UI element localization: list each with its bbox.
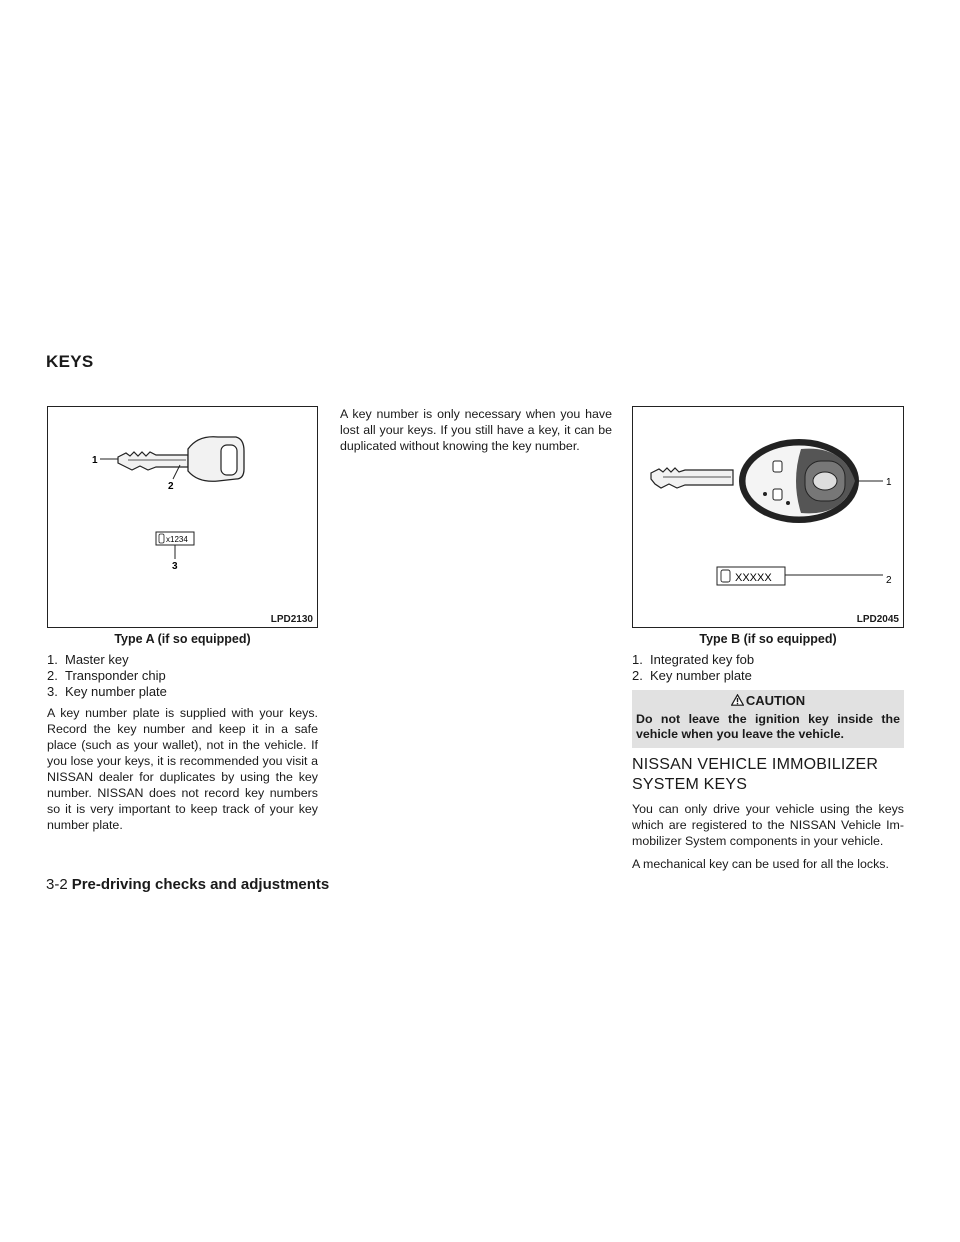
callout-list-b	[632, 652, 754, 684]
section-title: KEYS	[46, 352, 94, 371]
callout-2: 2	[168, 481, 174, 492]
callout-3: 3	[172, 561, 178, 572]
figure-caption: Type B (if so equipped)	[699, 632, 837, 646]
callout-2: 2	[886, 575, 892, 586]
plate-number-a: x1234	[166, 535, 188, 544]
list-item: 2. Key number plate	[632, 668, 752, 683]
callout-1: 1	[886, 477, 892, 488]
callout-list-a	[47, 652, 167, 700]
figure-code: LPD2130	[270, 614, 313, 625]
page-footer	[46, 876, 329, 893]
list-item: 2. Transponder chip	[47, 668, 166, 683]
master-key-illustration	[48, 407, 317, 627]
figure-caption: Type A (if so equipped)	[114, 632, 251, 646]
caution-box	[632, 690, 904, 748]
key-plate-paragraph: A key number plate is supplied with your keys. Record the key number and keep it in a safe place (such as your wallet), not in the vehicle. If you lose your keys, it is recommended you visit a NISSAN dealer for duplicates by using the key number. NISSAN does not record key numbers so it is very important to keep track of your key number plate.	[47, 706, 318, 832]
caution-text: Do not leave the ignition key inside the vehicle when you leave the vehicle.	[636, 712, 900, 741]
list-item: 3. Key number plate	[47, 684, 167, 699]
figure-type-b	[632, 406, 904, 628]
immobilizer-paragraph: You can only drive your vehicle using the keys which are registered to the NISSAN Vehicle Im-mobilizer System components in your vehicle.	[632, 802, 904, 848]
plate-number-b: XXXXX	[735, 572, 772, 584]
immobilizer-subheading: NISSAN VEHICLE IMMOBILIZER SYSTEM KEYS	[632, 756, 879, 793]
callout-1: 1	[92, 455, 98, 466]
page-number: 3-2	[46, 876, 68, 893]
key-number-paragraph: A key number is only necessary when you have lost all your keys. If you still have a key, it can be duplicated without knowing the key number.	[340, 407, 612, 453]
mechanical-key-paragraph: A mechanical key can be used for all the locks.	[632, 857, 889, 871]
list-item: 1. Master key	[47, 652, 129, 667]
caution-heading: CAUTION	[632, 693, 904, 708]
list-item: 1. Integrated key fob	[632, 652, 755, 667]
figure-code: LPD2045	[856, 614, 899, 625]
figure-type-a	[47, 406, 318, 628]
warning-triangle-icon	[731, 694, 744, 706]
chapter-title: Pre-driving checks and adjustments	[71, 876, 330, 893]
integrated-key-fob-illustration	[633, 407, 903, 627]
